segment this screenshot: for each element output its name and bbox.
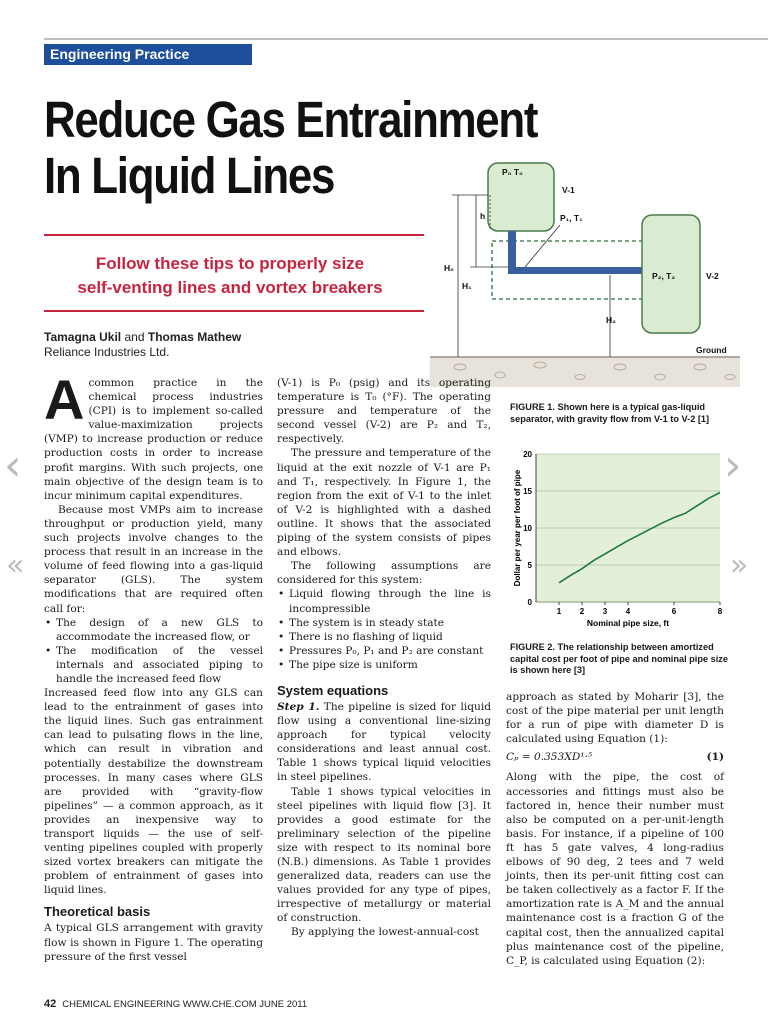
first-page-arrow-icon[interactable]: « (6, 548, 25, 583)
bullet-list (277, 587, 491, 672)
y-tick-label: 10 (523, 524, 532, 533)
last-page-arrow-icon[interactable]: » (730, 548, 749, 583)
step-label: Step 1. (277, 700, 320, 713)
y-tick-label: 20 (523, 450, 532, 459)
page-footer (44, 998, 307, 1010)
bullet-item: • Liquid flowing through the line is incompressible (289, 587, 491, 615)
author-affiliation: Reliance Industries Ltd. (44, 345, 170, 359)
figure-1-caption-head: FIGURE 1. (510, 402, 555, 412)
author-1: Tamagna Ukil (44, 330, 122, 344)
paragraph: Table 1 shows typical velocities in steel pipelines with liquid flow [3]. It provides a good estimate for the preliminary selection of the pipeline size with respect to its nominal bore (N.B.) dimensions. As Table 1 provides generalized data, readers can use the values provided for any type of pipes, irrespective of metallurgy or material of construction. (277, 785, 491, 925)
x-tick-label: 4 (625, 607, 631, 616)
figure-2-caption-head: FIGURE 2. (510, 642, 555, 652)
author-joiner: and (124, 330, 145, 344)
label-v1: V-1 (562, 185, 575, 195)
subtitle-line-2: self-venting lines and vortex breakers (77, 278, 383, 297)
paragraph: A typical GLS arrangement with gravity flow is shown in Figure 1. The operating pressure of the first vessel (44, 922, 263, 963)
label-ground: Ground (696, 345, 727, 355)
figure-2-chart (508, 448, 730, 634)
subtitle-rule-bottom (44, 310, 424, 312)
equation-number: (1) (706, 751, 724, 764)
footer-text: CHEMICAL ENGINEERING WWW.CHE.COM JUNE 2011 (62, 999, 308, 1010)
section-tag: Engineering Practice (44, 44, 252, 65)
x-tick-label: 8 (717, 607, 723, 616)
title-line-1: Reduce Gas Entrainment (44, 91, 538, 148)
y-tick-label: 5 (527, 561, 532, 570)
label-p2t2: P₂, T₂ (652, 271, 676, 281)
subtitle-line-1: Follow these tips to properly size (95, 254, 365, 273)
label-H1: H₁ (462, 281, 472, 291)
figure-2-caption-text: The relationship between amortized capital cost per foot of pipe and nominal pipe size is shown here [3] (510, 642, 728, 675)
label-p1t1: P₁, T₁ (560, 213, 583, 223)
paragraph: Because most VMPs aim to increase throughput or production yield, many such projects involve changes to the process that result in an increase in the volume of feed flowing into a gas-liquid separator (GLS). The system modifications that are required often call for: (44, 503, 263, 615)
column-3 (506, 690, 724, 968)
paragraph: The following assumptions are considered for this system: (277, 560, 491, 587)
author-2: Thomas Mathew (147, 330, 242, 344)
bullet-item: • The modification of the vessel internals and associated piping to handle the increased feed flow (56, 644, 263, 686)
label-v2: V-2 (706, 271, 719, 281)
intro-text: common practice in the chemical process industries (CPI) is to implement so-called value-maximization projects (VMP) to increase production or reduce production costs in order to increase profit margins. With such projects, one main objective of the design team is to incur minimum capital expenditures. (44, 377, 263, 502)
x-tick-label: 6 (671, 607, 677, 616)
bullet-item: • The pipe size is uniform (289, 658, 491, 672)
paragraph: The pressure and temperature of the liquid at the exit nozzle of V-1 are P₁ and T₁, respectively. In Figure 1, the region from the exit of V-1 to the inlet of V-2 is highlighted with a dashed outline. It shows that the associated piping of the system consists of pipes and elbows. (277, 447, 491, 559)
step-text: The pipeline is sized for liquid flow using a conventional line-sizing approach for typical velocity considerations and least annual cost. Table 1 shows typical liquid velocities in steel pipelines. (277, 700, 491, 784)
column-1 (44, 368, 263, 964)
figure-1-caption-text: Shown here is a typical gas-liquid separator, with gravity flow from V-1 to V-2 [1] (510, 402, 710, 424)
label-H0: H₀ (444, 263, 454, 273)
author-block (44, 330, 241, 360)
equation-1 (506, 750, 724, 764)
figure-1-caption (510, 402, 730, 425)
bullet-item: • The design of a new GLS to accommodate the increased flow, or (56, 616, 263, 644)
label-h: h (480, 211, 486, 221)
step-paragraph (277, 700, 491, 785)
next-page-arrow-icon[interactable]: › (724, 440, 742, 491)
top-rule (44, 38, 768, 40)
figure-1-diagram (430, 155, 740, 395)
subtitle-rule-top (44, 234, 424, 236)
intro-paragraph (44, 368, 263, 503)
y-tick-label: 0 (527, 598, 532, 607)
prev-page-arrow-icon[interactable]: ‹ (4, 440, 22, 491)
title-line-2: In Liquid Lines (44, 147, 335, 204)
label-H2: H₂ (606, 315, 616, 325)
paragraph: By applying the lowest-annual-cost (291, 926, 479, 939)
column-2 (277, 376, 491, 940)
bullet-item: • Pressures P₀, P₁ and P₂ are constant (289, 644, 491, 658)
x-tick-label: 3 (602, 607, 608, 616)
section-heading: Theoretical basis (44, 904, 151, 920)
x-tick-label: 1 (556, 607, 562, 616)
paragraph: Along with the pipe, the cost of accessories and fittings must also be factored in, hence their number must also be computed on a per-unit-length basis. For instance, if a pipeline of 100 ft has 5 gate valves, 4 long-radius elbows of 90 deg, 2 tees and 7 weld joints, then its per-unit fitting cost can be taken collectively as a factor F. If the amortization rate is A_M and the annual maintenance cost is a fraction G of the capital cost, then the annualized capital plus maintenance cost of the pipeline, C_P, is calculated using Equation (2): (506, 771, 724, 967)
paragraph: (V-1) is P₀ (psig) and its operating temperature is T₀ (°F). The operating pressure and temperature of the second vessel (V-2) are P₂ and T₂, respectively. (277, 377, 491, 446)
label-p0t0: P₀ T₀ (502, 167, 523, 177)
y-tick-label: 15 (523, 487, 532, 496)
chart-y-label: Dollar per year per foot of pipe (513, 469, 522, 587)
section-heading: System equations (277, 682, 389, 698)
article-subtitle (60, 252, 400, 300)
x-tick-label: 2 (579, 607, 585, 616)
nozzle (508, 231, 516, 273)
paragraph: approach as stated by Moharir [3], the cost of the pipe material per unit length for a run of pipe with diameter D is calculated using Equation (1): (506, 691, 724, 746)
page-number: 42 (44, 998, 57, 1010)
bullet-list (44, 616, 263, 686)
pipeline (508, 267, 658, 274)
paragraph: Increased feed flow into any GLS can lead to the entrainment of gases into the liquid lines. Such gas entrainment can lead to pulsating flows in the line, which can result in vibration and potentially destabilize the downstream processes. In many cases where GLS are provided with “gravity-flow pipelines” — a common approach, as it provides an inexpensive way to transport liquids — the use of self-venting pipelines coupled with properly sized vortex breakers can mitigate the problem of entrainment of gases into liquid lines. (44, 687, 263, 897)
bullet-item: • There is no flashing of liquid (289, 630, 491, 644)
drop-cap: A (44, 368, 85, 431)
bullet-item: • The system is in steady state (289, 616, 491, 630)
figure-2-caption (510, 642, 732, 677)
equation-text: Cₚ = 0.353XD¹·⁵ (506, 751, 593, 764)
chart-x-label: Nominal pipe size, ft (586, 618, 670, 628)
